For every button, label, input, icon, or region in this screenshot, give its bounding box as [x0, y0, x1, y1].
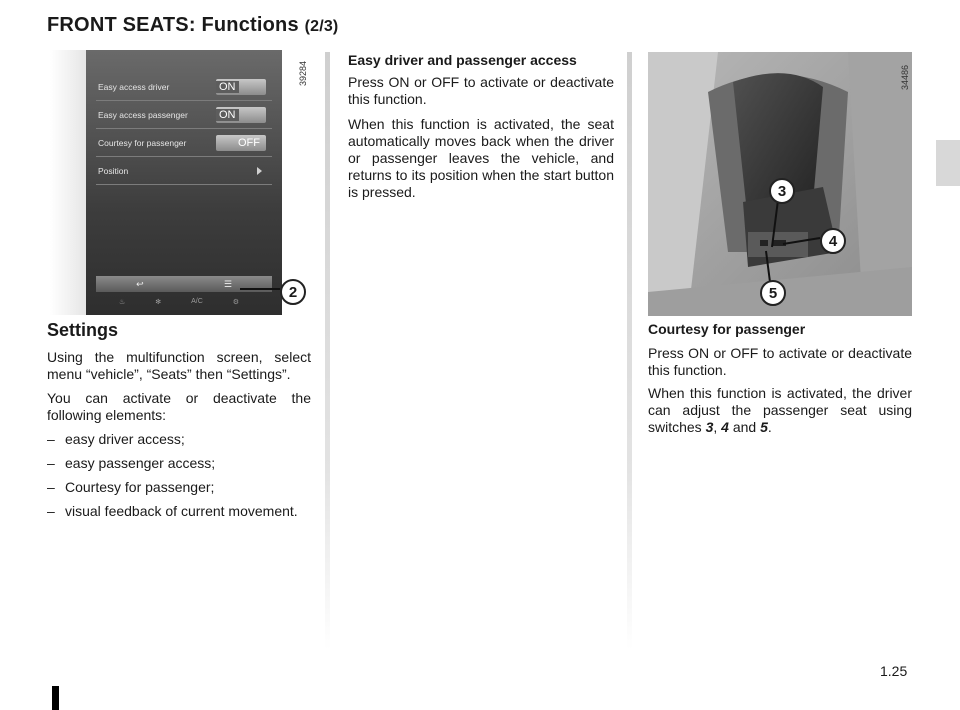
callout-4: 4 — [820, 228, 846, 254]
list-item-text: visual feedback of current movement. — [65, 503, 298, 519]
switch-3-ref: 3 — [705, 419, 714, 435]
chapter-tab — [936, 140, 960, 186]
list-item-text: easy passenger access; — [65, 455, 216, 471]
toggle-state: ON — [216, 81, 239, 93]
settings-paragraph-1: Using the multifunction screen, select menu “vehicle”, “Seats” then “Settings”. — [47, 349, 311, 382]
list-item-text: easy driver access; — [65, 431, 185, 447]
courtesy-heading: Courtesy for passenger — [648, 321, 806, 337]
courtesy-paragraph-1: Press ON or OFF to activate or deactivate this function. — [648, 345, 912, 378]
screen-row-label: Position — [98, 166, 129, 176]
page-title-text: FRONT SEATS: Functions — [47, 14, 299, 36]
callout-3: 3 — [769, 178, 795, 204]
list-dash: – — [47, 431, 55, 447]
courtesy-text: When this function is activated, the driver can adjust the passenger seat using switches — [648, 385, 912, 435]
screen-row-label: Courtesy for passenger — [98, 138, 187, 148]
page-title-suffix: (2/3) — [304, 18, 339, 35]
settings-icon: ⚙ — [232, 299, 239, 306]
screen-row-courtesy-passenger — [96, 130, 272, 157]
list-dash: – — [47, 479, 55, 495]
callout-line — [240, 282, 280, 296]
toggle-state: OFF — [238, 137, 260, 149]
list-item-text: Courtesy for passenger; — [65, 479, 215, 495]
fan-icon: ✻ — [155, 299, 162, 306]
page-title — [47, 14, 338, 37]
easy-access-paragraph-1: Press ON or OFF to activate or deactivate this function. — [348, 74, 614, 107]
screen-row-label: Easy access passenger — [98, 110, 188, 120]
easy-access-paragraph-2: When this function is activated, the seat automatically moves back when the driver or passenger leaves the vehicle, and returns to its position when the start button is pressed. — [348, 116, 614, 200]
column-divider — [325, 52, 330, 650]
screen-row-easy-access-passenger — [96, 102, 272, 129]
settings-heading: Settings — [47, 320, 119, 340]
image-code: 34486 — [900, 64, 910, 90]
switch-4-ref: 4 — [721, 419, 729, 435]
callout-5: 5 — [760, 280, 786, 306]
screen-row-easy-access-driver — [96, 74, 272, 101]
easy-access-heading: Easy driver and passenger access — [348, 52, 577, 68]
page-number: 1.25 — [880, 663, 908, 679]
toggle-switch — [216, 107, 266, 123]
screen-row-position — [96, 158, 272, 185]
toggle-state: ON — [216, 109, 239, 121]
screen-row-label: Easy access driver — [98, 82, 170, 92]
column-divider — [627, 52, 632, 650]
screen-image-margin — [50, 50, 86, 315]
toggle-switch — [216, 135, 266, 151]
switch-5-ref: 5 — [760, 419, 768, 435]
image-code: 39284 — [298, 60, 308, 86]
ac-label: A/C — [191, 298, 203, 305]
courtesy-paragraph-2 — [648, 385, 912, 436]
back-icon: ↩ — [136, 278, 144, 289]
separator: and — [728, 419, 761, 435]
list-dash: – — [47, 455, 55, 471]
list-dash: – — [47, 503, 55, 519]
seat-icon: ♨ — [118, 299, 126, 306]
callout-2: 2 — [280, 279, 306, 305]
corner-marker — [52, 686, 59, 710]
sentence-end: . — [767, 419, 772, 435]
toggle-switch — [216, 79, 266, 95]
screen-bottom-icons — [104, 298, 254, 306]
multifunction-screen-image — [86, 50, 282, 315]
separator: , — [713, 419, 722, 435]
chevron-right-icon — [257, 167, 262, 175]
list-icon: ☰ — [223, 278, 232, 289]
settings-paragraph-2: You can activate or deactivate the following elements: — [47, 390, 311, 423]
